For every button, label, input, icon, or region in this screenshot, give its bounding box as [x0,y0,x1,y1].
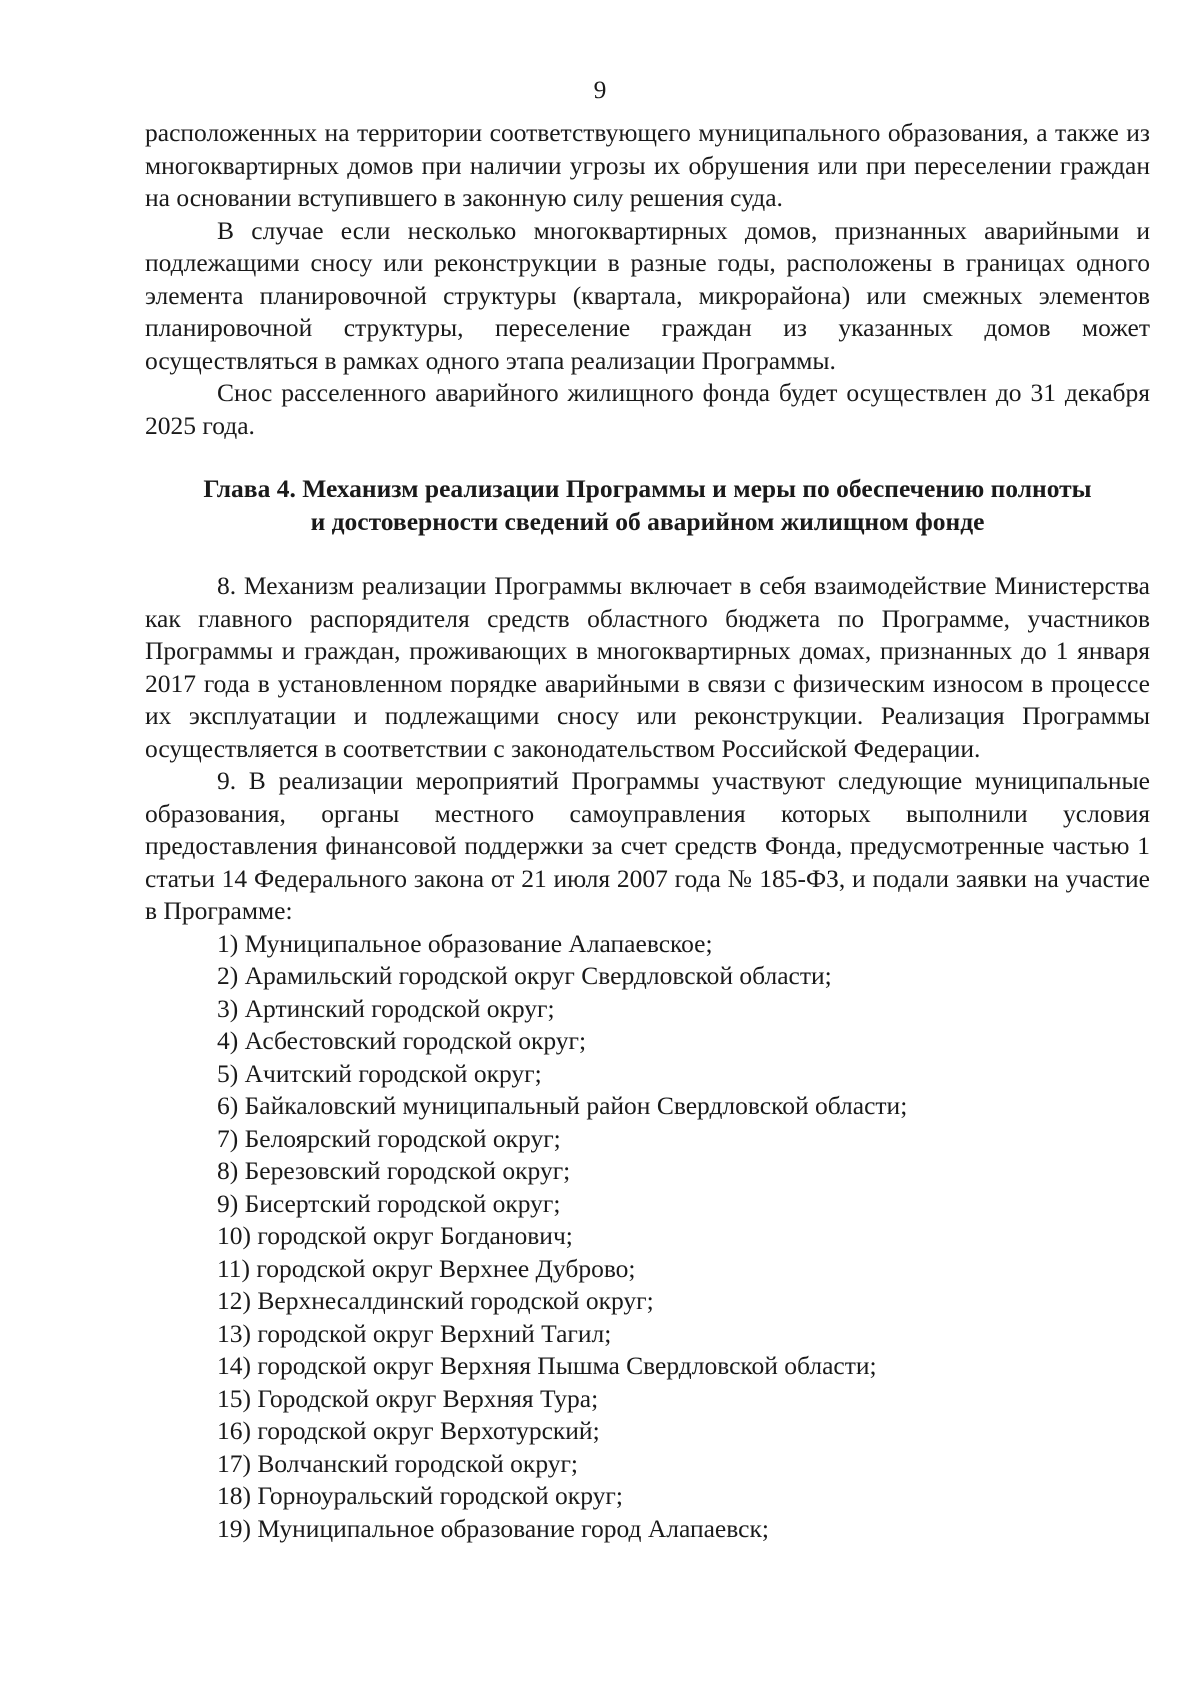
municipality-list-item: 15) Городской округ Верхняя Тура; [217,1383,599,1413]
municipality-list-item: 18) Горноуральский городской округ; [217,1481,623,1510]
mechanism-paragraph: 9. В реализации мероприятий Программы участвуют следующие муниципальные образования, органы местного самоуправления которых выполнили условия предоставления финансовой поддержки за счет средств Фонда, предусмотренные частью 1 статьи 14 Федерального закона от 21 июля 2007 года № 185-ФЗ, и подали заявки на участие в Программе: [145,766,1150,925]
municipality-list-item: 17) Волчанский городской округ; [217,1448,579,1478]
intro-paragraph: Снос расселенного аварийного жилищного фонда будет осуществлен до 31 декабря 2025 года. [145,378,1150,440]
municipality-list-item: 3) Артинский городской округ; [217,993,555,1023]
municipality-list-item: 19) Муниципальное образование город Алапаевск; [217,1513,769,1543]
municipality-list-item: 8) Березовский городской округ; [217,1156,571,1185]
intro-paragraph: расположенных на территории соответствующего муниципального образования, а также из многоквартирных домов при наличии угрозы их обрушения или при переселении граждан на основании вступившего в законную силу решения суда. [145,118,1150,212]
chapter-heading [145,442,1150,570]
municipality-list-item: 12) Верхнесалдинский городской округ; [217,1286,654,1315]
municipality-list-item: 14) городской округ Верхняя Пышма Свердловской области; [217,1351,877,1380]
municipality-list [145,928,1150,1546]
municipality-list-item: 4) Асбестовский городской округ; [217,1026,587,1055]
municipality-list-item: 9) Бисертский городской округ; [217,1188,561,1218]
mechanism-paragraph: 8. Механизм реализации Программы включает в себя взаимодействие Министерства как главного распорядителя средств областного бюджета по Программе, участников Программы и граждан, проживающих в многоквартирных домах, признанных до 1 января 2017 года в установленном порядке аварийными в связи с физическим износом в процессе их эксплуатации и подлежащими сносу или реконструкции. Реализация Программы осуществляется в соответствии с законодательством Российской Федерации. [145,571,1150,763]
mechanism-paragraphs [145,570,1150,928]
municipality-list-item: 6) Байкаловский муниципальный район Свердловской области; [217,1091,908,1120]
municipality-list-item: 7) Белоярский городской округ; [217,1123,561,1153]
municipality-list-item: 5) Ачитский городской округ; [217,1058,542,1088]
page-number: 9 [593,75,607,104]
municipality-list-item: 2) Арамильский городской округ Свердловской области; [217,961,832,990]
document-body [145,117,1150,1545]
chapter-heading-line-2: и достоверности сведений об аварийном жилищном фонде [310,506,985,536]
intro-paragraphs [145,117,1150,442]
municipality-list-item: 1) Муниципальное образование Алапаевское; [217,928,713,958]
intro-paragraph: В случае если несколько многоквартирных домов, признанных аварийными и подлежащими сносу или реконструкции в разные годы, расположены в границах одного элемента планировочной структуры (квартала, микрорайона) или смежных элементов планировочной структуры, переселение граждан из указанных домов может осуществляться в рамках одного этапа реализации Программы. [145,215,1150,375]
municipality-list-item: 10) городской округ Богданович; [217,1221,573,1250]
municipality-list-item: 13) городской округ Верхний Тагил; [217,1318,612,1348]
chapter-heading-line-1: Глава 4. Механизм реализации Программы и меры по обеспечению полноты [203,474,1092,503]
municipality-list-item: 11) городской округ Верхнее Дуброво; [217,1253,636,1283]
municipality-list-item: 16) городской округ Верхотурский; [217,1416,600,1445]
